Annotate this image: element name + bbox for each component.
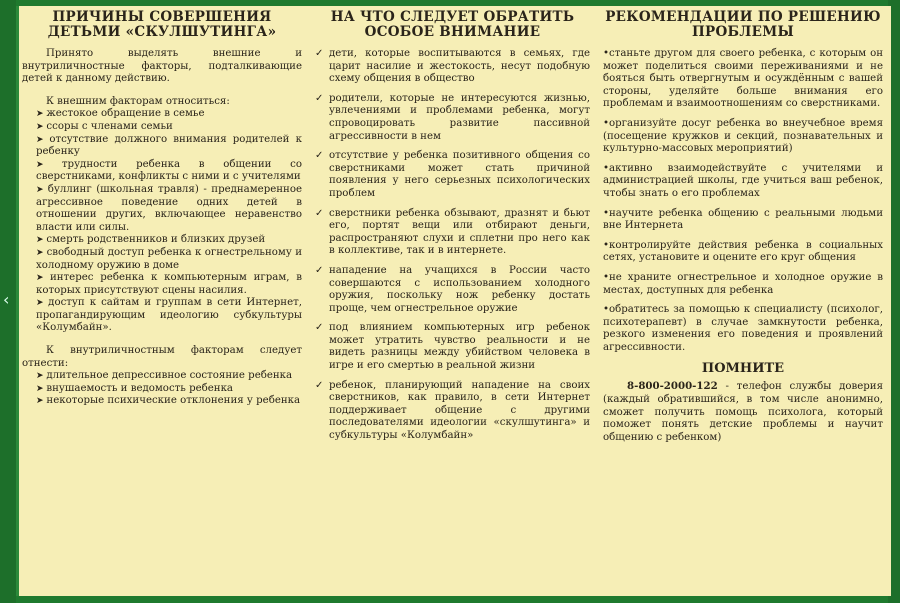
check-icon: ✓	[315, 48, 324, 59]
arrow-bullet-icon: ➤	[36, 121, 47, 132]
list-item: ✓ нападение на учащихся в России часто совершаются с использованием холодного оружия, поскольку нож ребенку достать проще, чем огнестрельное оружие	[315, 264, 590, 314]
arrow-bullet-icon: ➤	[36, 247, 47, 258]
column-attention	[315, 10, 590, 450]
list-item: ➤ жестокое обращение в семье	[36, 108, 205, 120]
list-item: ➤ некоторые психические отклонения у ребенка	[36, 395, 301, 407]
arrow-bullet-icon: ➤	[36, 371, 47, 382]
dot-bullet-icon: •	[603, 162, 610, 174]
list-item: ➤ трудности ребенка в общении со сверстниками, конфликты с ними и с учителями	[36, 158, 302, 183]
list-item: •организуйте досуг ребенка во внеучебное время (посещение кружков и секций, познавательных и культурно-массовых мероприятий)	[603, 117, 883, 155]
list-item: ✓ отсутствие у ребенка позитивного общения со сверстниками может стать причиной появления у него серьезных психологических проблем	[315, 150, 590, 199]
list-item: ✓ дети, которые воспитываются в семьях, где царит насилие и жестокость, несут подобную схему общения в общество	[315, 48, 590, 85]
list-item: ✓ сверстники ребенка обзывают, дразнят и бьют его, портят вещи или отбирают деньги, распространяют слухи и сплетни про него как в коллективе, так и в интернете.	[315, 207, 590, 257]
check-icon: ✓	[315, 207, 324, 219]
list-item: ➤ свободный доступ ребенка к огнестрельному и холодному оружию в доме	[36, 246, 302, 271]
check-icon: ✓	[315, 322, 324, 334]
list-item: •контролируйте действия ребенка в социальных сетях, установите и оцените его круг общения	[603, 239, 883, 264]
list-item: •активно взаимодействуйте с учителями и администрацией школы, где учиться ваш ребенок, чтобы знать о его проблемах	[603, 162, 883, 199]
dot-bullet-icon: •	[603, 48, 610, 59]
column-causes	[22, 10, 302, 408]
arrow-bullet-icon: ➤	[36, 383, 47, 394]
list-item: ➤ смерть родственников и близких друзей	[36, 234, 266, 246]
list-item: ➤ ссоры с членами семьи	[36, 120, 173, 132]
dot-bullet-icon: •	[603, 239, 610, 251]
list-item: •станьте другом для своего ребенка, с которым он может поделиться своими переживаниями и не бояться быть отвергнутым и осуждённым с вашей стороны, уделяйте больше внимания его проблемам и взаимоотношениям со сверстниками.	[603, 48, 883, 110]
column-recommendations	[603, 10, 883, 444]
prev-arrow-icon[interactable]: ‹	[3, 290, 10, 309]
list-item: ➤ буллинг (школьная травля) - преднамеренное агрессивное поведение одних детей в отношении других, включающее неравенство власти или силы.	[36, 183, 303, 233]
list-item: ➤ интерес ребенка к компьютерным играм, в которых присутствуют сцены насилия.	[36, 272, 303, 296]
causes-intro: Принято выделять внешние и внутриличностные факторы, подталкивающие детей к данному действию.	[22, 48, 302, 85]
list-item: ✓ родители, которые не интересуются жизнью, увлечениями и проблемами ребенка, могут спровоцировать развитие пассивной агрессивности в нем	[315, 92, 590, 142]
arrow-bullet-icon: ➤	[36, 184, 48, 195]
list-item: •научите ребенка общению с реальными людьми вне Интернета	[603, 207, 883, 232]
list-item: ✓ ребенок, планирующий нападение на своих сверстников, как правило, в сети Интернет поддерживает общение с другими последователями идеологии «скулшутинга» и субкультуры «Колумбайн»	[315, 379, 590, 442]
list-item: ➤ длительное депрессивное состояние ребенка	[36, 370, 293, 382]
check-icon: ✓	[315, 264, 324, 276]
list-item: ➤ внушаемость и ведомость ребенка	[36, 382, 234, 394]
internal-heading: К внутриличностным факторам следует отнести:	[22, 345, 302, 369]
arrow-bullet-icon: ➤	[36, 235, 47, 246]
list-item: ➤ доступ к сайтам и группам в сети Интернет, пропагандирующим идеологию субкультуры «Колумбайн».	[36, 297, 302, 334]
check-icon: ✓	[315, 150, 324, 162]
dot-bullet-icon: •	[603, 117, 610, 129]
arrow-bullet-icon: ➤	[36, 396, 47, 407]
dot-bullet-icon: •	[603, 207, 610, 219]
remember-title: ПОМНИТЕ	[701, 361, 785, 377]
check-icon: ✓	[315, 92, 324, 104]
arrow-bullet-icon: ➤	[36, 134, 50, 145]
arrow-bullet-icon: ➤	[36, 273, 50, 284]
recommendations-title: РЕКОМЕНДАЦИИ ПО РЕШЕНИЮ ПРОБЛЕМЫ	[605, 9, 881, 40]
list-item: •обратитесь за помощью к специалисту (психолог, психотерапевт) в случае замкнутости ребенка, резкого изменения его поведения и проявлений агрессивности.	[603, 304, 883, 353]
attention-title: НА ЧТО СЛЕДУЕТ ОБРАТИТЬ ОСОБОЕ ВНИМАНИЕ	[330, 9, 575, 40]
dot-bullet-icon: •	[603, 304, 610, 316]
arrow-bullet-icon: ➤	[36, 298, 49, 309]
list-item: ✓ под влиянием компьютерных игр ребенок может утратить чувство реальности и не видеть разницы между убийством человека в игре и его смертью в реальной жизни	[315, 322, 590, 372]
arrow-bullet-icon: ➤	[36, 159, 62, 170]
dot-bullet-icon: •	[603, 271, 610, 283]
list-item: •не храните огнестрельное и холодное оружие в местах, доступных для ребенка	[603, 271, 883, 296]
helpline-phone: 8-800-2000-122	[627, 380, 718, 393]
helpline-text: 8-800-2000-122 - телефон службы доверия (каждый обратившийся, в том числе анонимно, сможет получить помощь психолога, который поможет понять детские проблемы и научит общению с ребенком)	[603, 380, 883, 443]
causes-title: ПРИЧИНЫ СОВЕРШЕНИЯ ДЕТЬМИ «СКУЛШУТИНГА»	[47, 9, 277, 40]
arrow-bullet-icon: ➤	[36, 109, 47, 120]
check-icon: ✓	[315, 379, 324, 391]
list-item: ➤ отсутствие должного внимания родителей к ребенку	[36, 133, 302, 158]
external-heading: К внешним факторам относиться:	[46, 95, 230, 107]
